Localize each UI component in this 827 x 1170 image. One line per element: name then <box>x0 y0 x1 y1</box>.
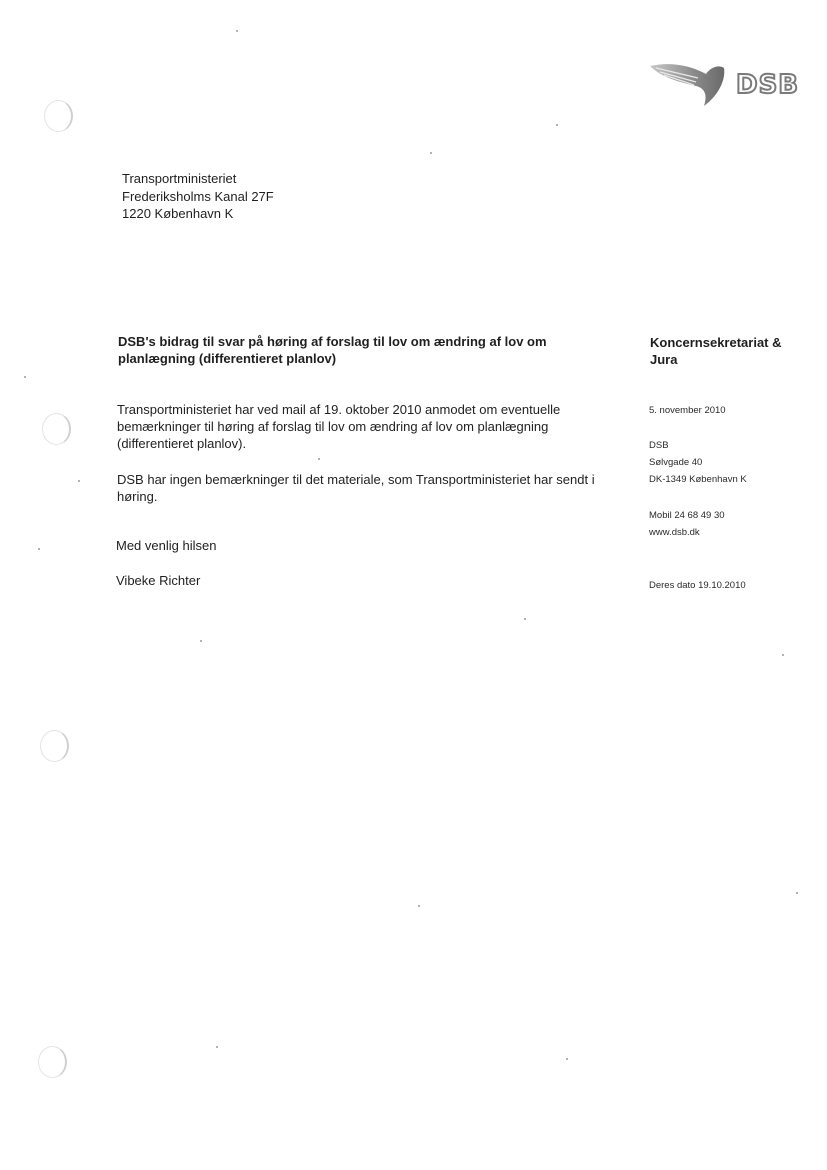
letter-subject: DSB's bidrag til svar på høring af forslag til lov om ændring af lov om planlægning (differentieret planlov) <box>118 334 547 366</box>
scan-speck <box>796 892 798 894</box>
scan-speck <box>782 654 784 656</box>
scan-speck <box>216 1046 218 1048</box>
letter-date: 5. november 2010 <box>649 405 726 416</box>
recipient-name: Transportministeriet <box>122 171 237 186</box>
sender-street: Sølvgade 40 <box>649 457 703 468</box>
website-link[interactable]: www.dsb.dk <box>649 527 700 538</box>
recipient-street: Frederiksholms Kanal 27F <box>122 188 274 204</box>
scan-speck <box>78 480 80 482</box>
logo-wordmark: DSB <box>736 70 800 100</box>
signer-name: Vibeke Richter <box>116 573 201 588</box>
recipient-address <box>122 170 274 223</box>
scan-speck <box>418 905 420 907</box>
mobile-number: Mobil 24 68 49 30 <box>649 510 725 521</box>
punch-hole-2 <box>42 413 71 445</box>
scan-speck <box>430 152 432 154</box>
sender-city: DK-1349 København K <box>649 474 747 485</box>
punch-hole-3 <box>40 730 69 762</box>
closing-greeting: Med venlig hilsen <box>116 538 217 553</box>
dsb-logo <box>648 60 808 112</box>
scan-speck <box>524 618 526 620</box>
scan-speck <box>24 376 26 378</box>
punch-hole-4 <box>38 1046 67 1078</box>
body-paragraph-2: DSB har ingen bemærkninger til det materiale, som Transportministeriet har sendt i høring. <box>117 472 595 504</box>
scan-speck <box>236 30 238 32</box>
scan-speck <box>566 1058 568 1060</box>
body-paragraph-1: Transportministeriet har ved mail af 19. oktober 2010 anmodet om eventuelle bemærkninger til høring af forslag til lov om ændring af lov om planlægning (differentieret planlov). <box>117 402 561 451</box>
sender-name: DSB <box>649 440 669 451</box>
scan-speck <box>318 458 320 460</box>
sender-address <box>649 437 747 488</box>
scan-speck <box>200 640 202 642</box>
scan-speck <box>38 548 40 550</box>
wing-icon <box>648 60 738 112</box>
punch-hole-1 <box>44 100 73 132</box>
department-label: Koncernsekretariat & Jura <box>650 335 782 367</box>
scan-speck <box>556 124 558 126</box>
sender-contact <box>649 507 725 541</box>
reference-date: Deres dato 19.10.2010 <box>649 580 746 591</box>
recipient-city: 1220 København K <box>122 206 234 221</box>
